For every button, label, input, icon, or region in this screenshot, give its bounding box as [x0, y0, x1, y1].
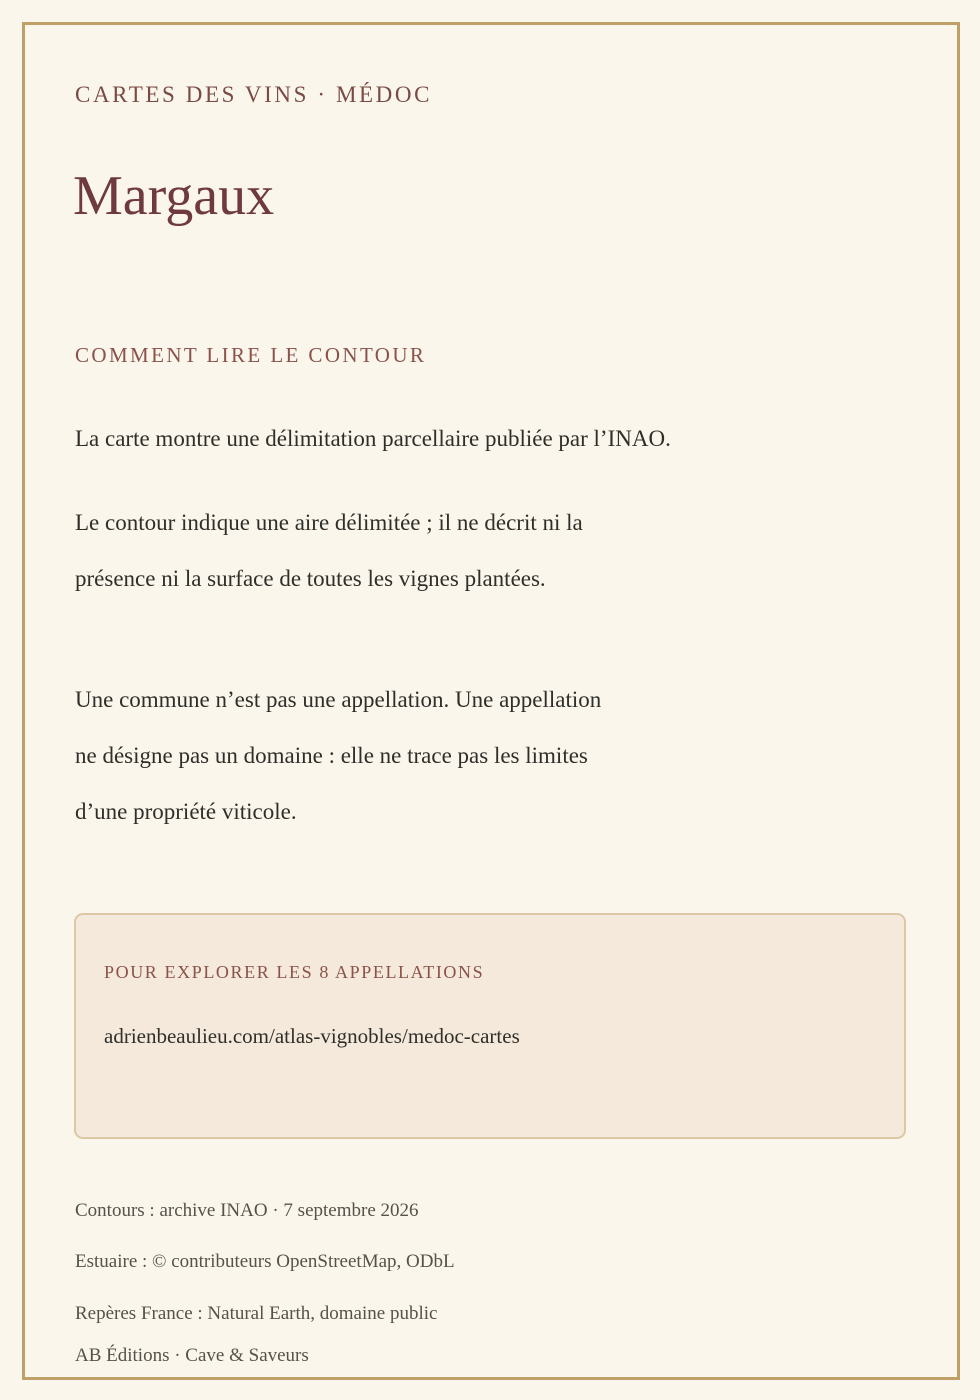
credit-line: Contours : archive INAO · 7 septembre 2026 — [75, 1200, 419, 1221]
paragraph-line: présence ni la surface de toutes les vignes plantées. — [75, 566, 546, 591]
paragraph-line: Une commune n’est pas une appellation. Une appellation — [75, 687, 602, 712]
paragraph-line: La carte montre une délimitation parcellaire publiée par l’INAO. — [75, 426, 671, 451]
credit-line: Repères France : Natural Earth, domaine public — [75, 1303, 438, 1324]
paragraph-line: d’une propriété viticole. — [75, 799, 297, 824]
publisher-line: AB Éditions · Cave & Saveurs — [75, 1345, 309, 1366]
callout-url-link[interactable]: adrienbeaulieu.com/atlas-vignobles/medoc-cartes — [104, 1024, 520, 1048]
paragraph-line: Le contour indique une aire délimitée ; il ne décrit ni la — [75, 510, 583, 535]
series-kicker: CARTES DES VINS · MÉDOC — [75, 82, 433, 107]
section-heading: COMMENT LIRE LE CONTOUR — [75, 343, 427, 367]
credit-line: Estuaire : © contributeurs OpenStreetMap, ODbL — [75, 1251, 455, 1272]
explore-callout — [74, 913, 906, 1139]
page-title: Margaux — [73, 165, 275, 227]
paragraph-line: ne désigne pas un domaine : elle ne trace pas les limites — [75, 743, 588, 768]
callout-heading: POUR EXPLORER LES 8 APPELLATIONS — [104, 962, 485, 982]
